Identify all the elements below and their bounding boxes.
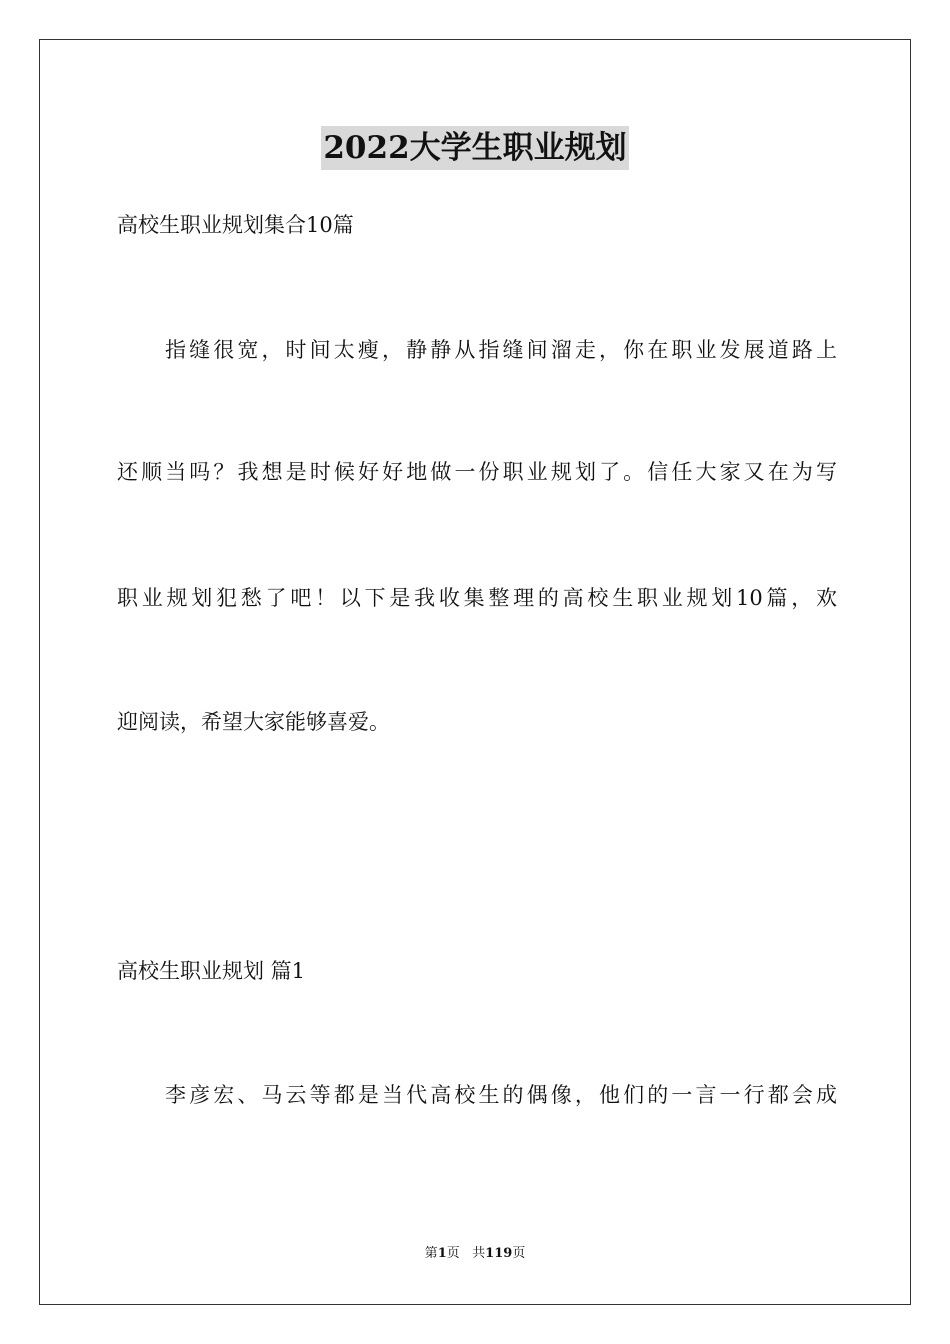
section-line-1: 李彦宏、马云等都是当代高校生的偶像，他们的一言一行都会成	[165, 1083, 837, 1107]
section-heading: 高校生职业规划 篇1	[117, 959, 306, 983]
footer-total-suffix: 页	[512, 1246, 526, 1261]
footer-page-suffix: 页	[446, 1246, 460, 1261]
document-title: 2022大学生职业规划	[321, 126, 628, 170]
page-footer	[0, 1245, 950, 1263]
intro-line-2: 还顺当吗？我想是时候好好地做一份职业规划了。信任大家又在为写	[117, 460, 837, 484]
title-container	[0, 126, 950, 170]
footer-page-number: 1	[437, 1246, 447, 1261]
document-subtitle: 高校生职业规划集合10篇	[117, 213, 354, 237]
footer-total-pages: 119	[485, 1246, 513, 1261]
footer-total-prefix: 共	[472, 1246, 486, 1261]
intro-line-3: 职业规划犯愁了吧！以下是我收集整理的高校生职业规划10篇，欢	[117, 586, 837, 610]
intro-line-1: 指缝很宽，时间太瘦，静静从指缝间溜走，你在职业发展道路上	[165, 338, 837, 362]
intro-line-4: 迎阅读，希望大家能够喜爱。	[117, 710, 390, 734]
footer-page-prefix: 第	[424, 1246, 438, 1261]
